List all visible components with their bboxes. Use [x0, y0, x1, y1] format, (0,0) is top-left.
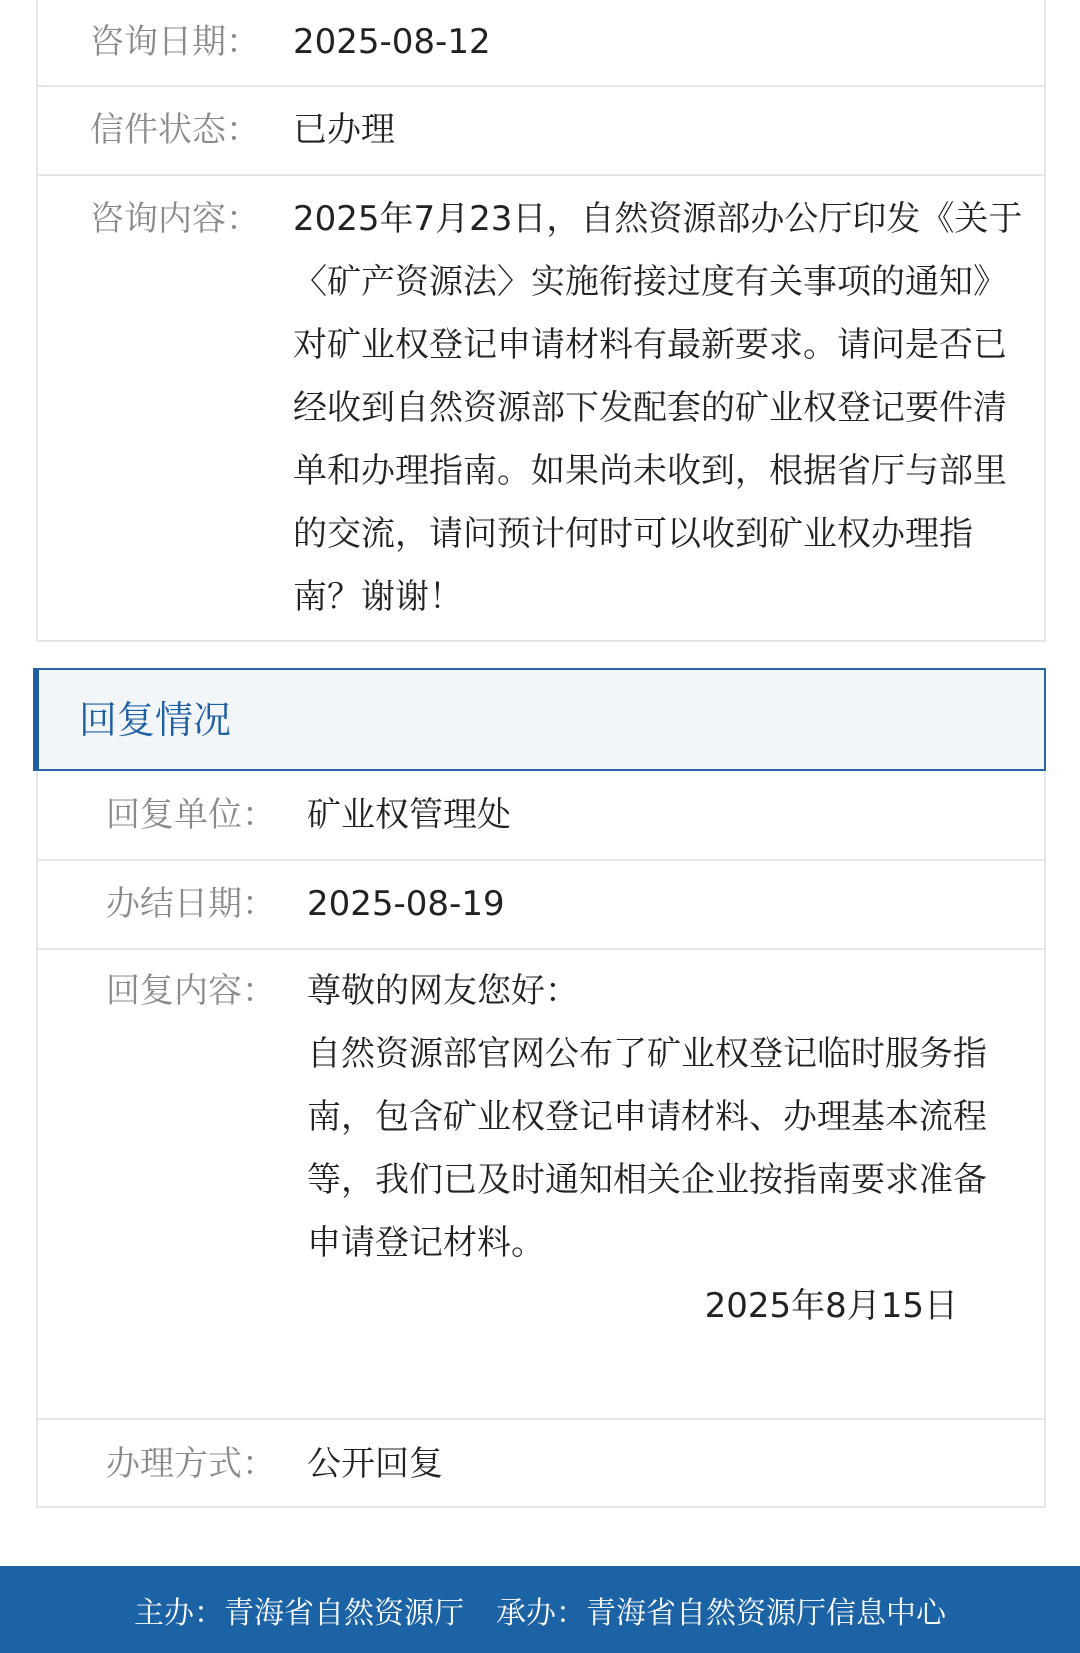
footer-host: 主办：青海省自然资源厅: [134, 1595, 464, 1631]
reply-table: [36, 771, 1046, 1508]
reply-content-row: [38, 950, 1044, 1420]
footer-organizer: 承办：青海省自然资源厅信息中心: [496, 1595, 946, 1631]
consultation-table: [36, 0, 1046, 642]
handling-method-value: 公开回复: [307, 1443, 443, 1484]
completion-date-label: 办结日期：: [106, 884, 276, 924]
reply-unit-row: [38, 771, 1044, 861]
consult-content-label: 咨询内容：: [90, 199, 260, 239]
letter-status-label: 信件状态：: [90, 110, 260, 150]
site-footer: [0, 1566, 1080, 1653]
reply-unit-value: 矿业权管理处: [307, 794, 511, 835]
completion-date-value: 2025-08-19: [307, 884, 505, 924]
handling-method-label: 办理方式：: [106, 1443, 276, 1484]
reply-sign-date: 2025年8月15日: [704, 1286, 958, 1326]
handling-method-row: [38, 1420, 1044, 1508]
letter-status-value: 已办理: [293, 110, 395, 150]
completion-date-row: [38, 861, 1044, 950]
reply-section-title: 回复情况: [79, 697, 232, 742]
reply-content-label: 回复内容：: [106, 971, 276, 1011]
reply-body: 自然资源部官网公布了矿业权登记临时服务指南，包含矿业权登记申请材料、办理基本流程等，我们已及时通知相关企业按指南要求准备申请登记材料。: [307, 1034, 987, 1263]
reply-greeting: 尊敬的网友您好：: [307, 971, 579, 1011]
consult-content-value: 2025年7月23日，自然资源部办公厅印发《关于〈矿产资源法〉实施衔接过度有关事项的通知》对矿业权登记申请材料有最新要求。请问是否已经收到自然资源部下发配套的矿业权登记要件清单和办理指南。如果尚未收到，根据省厅与部里的交流，请问预计何时可以收到矿业权办理指南？谢谢！: [293, 199, 1023, 617]
consult-content-row: [38, 176, 1044, 640]
consult-date-row: [38, 0, 1044, 87]
reply-section-header: [33, 668, 1046, 771]
footer-credits: [134, 1588, 946, 1632]
consult-date-label: 咨询日期：: [90, 22, 260, 62]
letter-status-row: [38, 87, 1044, 176]
reply-unit-label: 回复单位：: [106, 794, 276, 835]
consult-date-value: 2025-08-12: [293, 22, 491, 62]
reply-content-value: [307, 960, 1044, 1418]
